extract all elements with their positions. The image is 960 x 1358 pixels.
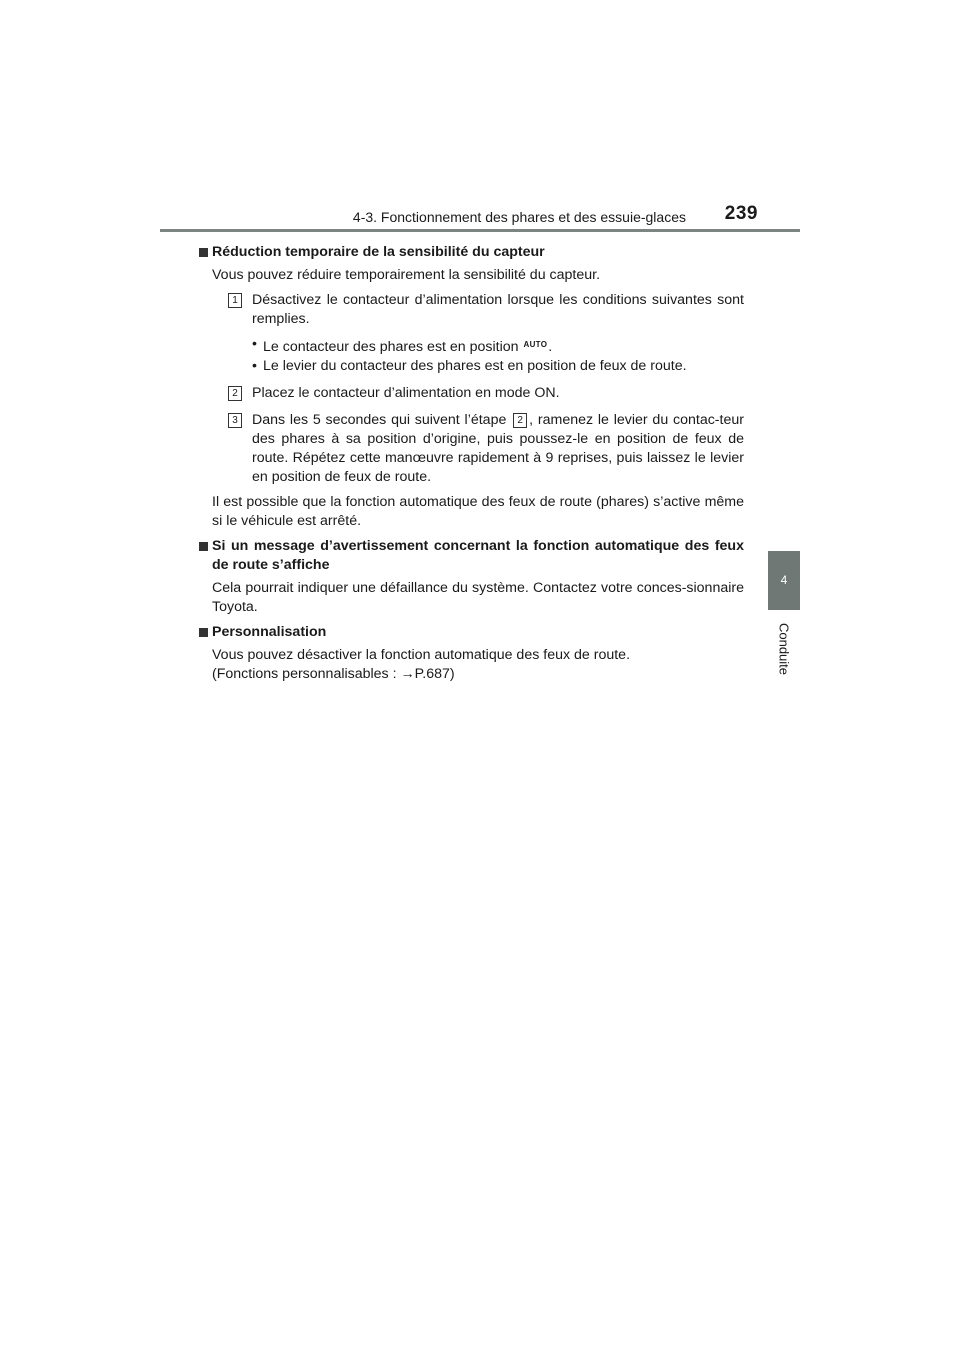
page-reference-link[interactable]: P.687 [414,666,450,682]
paragraph: Vous pouvez désactiver la fonction automatique des feux de route. [212,647,631,663]
list-item [252,357,744,376]
step-2 [212,384,744,403]
auto-position-icon: AUTO [523,340,548,349]
square-bullet-icon [199,628,208,637]
chapter-label-text: Conduite [776,622,792,676]
paragraph: Cela pourrait indiquer une défaillance du système. Contactez votre conces-sionnaire Toyota. [212,580,744,615]
section-heading [200,537,744,575]
chapter-label [768,616,800,682]
arrow-icon: → [400,666,415,682]
heading-text: Réduction temporaire de la sensibilité du capteur [212,244,545,260]
section-heading [200,243,744,262]
heading-text: Si un message d’avertissement concernant la fonction automatique des feux de route s’affiche [212,538,744,573]
step-1 [212,291,744,329]
page-header [160,200,800,232]
step-number-box: 3 [228,413,242,428]
page-number: 239 [724,203,758,224]
step-text: Placez le contacteur d’alimentation en mode ON. [252,385,560,401]
step-text-cont: , ramenez le levier du contac-teur des phares à sa position d’origine, puis poussez-le en position de feux de route. Répétez cette manœuvre rapidement à 9 reprises, puis laissez le levier en position de feux de route. [252,412,744,485]
ref-prefix: (Fonctions personnalisables : [212,666,401,682]
step-number-box: 1 [228,293,242,308]
bullet-text: Le levier du contacteur des phares est en position de feux de route. [263,358,687,374]
section-title: 4-3. Fonctionnement des phares et des essuie-glaces [352,209,686,225]
paragraph: Il est possible que la fonction automatique des feux de route (phares) s’active même si le véhicule est arrêté. [212,494,744,529]
chapter-tab[interactable]: 4 [768,551,800,610]
main-content [212,243,744,684]
condition-list [212,335,744,376]
header-divider [160,229,800,232]
square-bullet-icon [199,248,208,257]
section-heading [200,623,744,642]
step-text: Désactivez le contacteur d’alimentation lorsque les conditions suivantes sont remplies. [252,292,744,327]
paragraph [212,665,744,684]
paragraph: Vous pouvez réduire temporairement la sensibilité du capteur. [212,267,601,283]
bullet-text: Le contacteur des phares est en position [263,339,519,355]
step-reference-box[interactable]: 2 [513,413,527,428]
heading-text: Personnalisation [212,624,327,640]
list-item [252,335,744,357]
bullet-end: . [548,339,553,355]
step-number-box: 2 [228,386,242,401]
step-text: Dans les 5 secondes qui suivent l’étape [252,412,507,428]
square-bullet-icon [199,542,208,551]
step-3 [212,411,744,487]
ref-suffix: ) [449,666,455,682]
